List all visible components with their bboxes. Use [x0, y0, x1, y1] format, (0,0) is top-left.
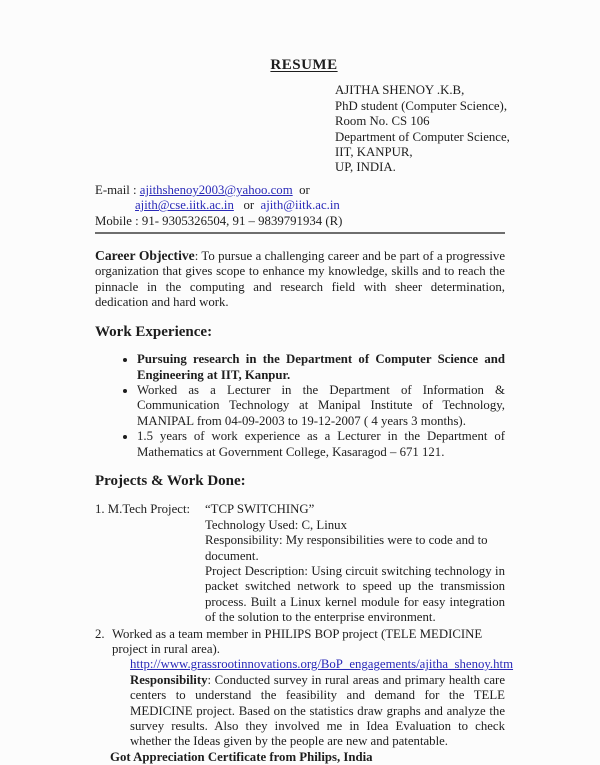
email-line-2 [95, 198, 505, 213]
project-mtech-technology: Technology Used: C, Linux [205, 517, 347, 532]
project-mtech-details [205, 502, 505, 625]
work-experience-list [95, 352, 505, 460]
project-philips-award: Got Appreciation Certificate from Philips, India [110, 749, 373, 764]
project-philips-intro-row [95, 627, 505, 658]
work-experience-heading: Work Experience: [95, 323, 213, 340]
address-line-country: UP, INDIA. [335, 160, 396, 175]
project-philips-number: 2. [95, 626, 105, 641]
project-mtech-title: “TCP SWITCHING” [205, 502, 315, 517]
address-block [335, 83, 510, 175]
page-title [103, 58, 505, 73]
mobile-line: Mobile : 91- 9305326504, 91 – 9839791934 (R) [95, 213, 343, 228]
email-or-1: or [292, 182, 310, 197]
address-line-department: Department of Computer Science, [335, 129, 510, 144]
project-philips [95, 626, 514, 765]
email-link-yahoo[interactable]: ajithshenoy2003@yahoo.com [139, 182, 293, 197]
project-philips-intro: Worked as a team member in PHILIPS BOP project (TELE MEDICINE project in rural area). [112, 626, 483, 656]
address-line-name: AJITHA SHENOY .K.B, [335, 83, 465, 98]
email-or-2: or [233, 198, 261, 213]
work-experience-item-research: • Pursuing research in the Department of Computer Science and Engineering at IIT, Kanpur. [137, 352, 505, 383]
career-objective [95, 248, 505, 311]
projects-heading: Projects & Work Done: [95, 472, 246, 489]
email-link-iitk[interactable]: ajith@iitk.ac.in [260, 198, 340, 213]
address-line-role: PhD student (Computer Science), [335, 98, 508, 113]
email-link-cse-iitk[interactable]: ajith@cse.iitk.ac.in [135, 198, 234, 213]
email-label: E-mail : [95, 182, 140, 197]
email-line-1 [95, 183, 505, 198]
career-objective-text: : To pursue a challenging career and be part of a progressive organization that gives scope to enhance my knowledge, skills and to reach the pinnacle in the computing and research field with sheer determination, dedication and hard work. [95, 249, 505, 310]
work-experience-item-kasaragod: • 1.5 years of work experience as a Lecturer in the Department of Mathematics at Government College, Kasaragod – 671 121. [137, 429, 505, 460]
project-mtech-description: Project Description: Using circuit switching technology in packet switched network to speed up the transmission process. Built a Linux kernel module for easy integration of the solution to the enterprise environment. [205, 563, 505, 625]
work-experience-item-manipal: • Worked as a Lecturer in the Department of Information & Communication Technology at Manipal Institute of Technology, MANIPAL from 04-09-2003 to 19-12-2007 ( 4 years 3 months). [137, 383, 505, 429]
address-line-room: Room No. CS 106 [335, 114, 430, 129]
address-line-institute: IIT, KANPUR, [335, 145, 413, 160]
page-title-text: RESUME [270, 57, 338, 73]
project-mtech-label: 1. M.Tech Project: [95, 502, 191, 517]
project-mtech-responsibility: Responsibility: My responsibilities were to code and to document. [205, 533, 488, 563]
project-philips-body [130, 657, 514, 749]
career-objective-heading: Career Objective [95, 248, 195, 264]
project-philips-responsibility-label: Responsibility [130, 672, 208, 687]
contact-block [95, 183, 505, 234]
project-philips-link-line [130, 657, 514, 672]
project-philips-link[interactable]: http://www.grassrootinnovations.org/BoP_engagements/ajitha_shenoy.htm [130, 657, 514, 672]
project-mtech [95, 502, 505, 625]
project-philips-responsibility-text: : Conducted survey in rural areas and primary health care centers to understand the feasibility and demand for the TELE MEDICINE project. Based on the statistics draw graphs and analyze the survey results. Also they involved me in Idea Evaluation to check whether the Ideas given by the people are new and patentable. [130, 672, 505, 749]
project-philips-responsibility [130, 673, 505, 750]
